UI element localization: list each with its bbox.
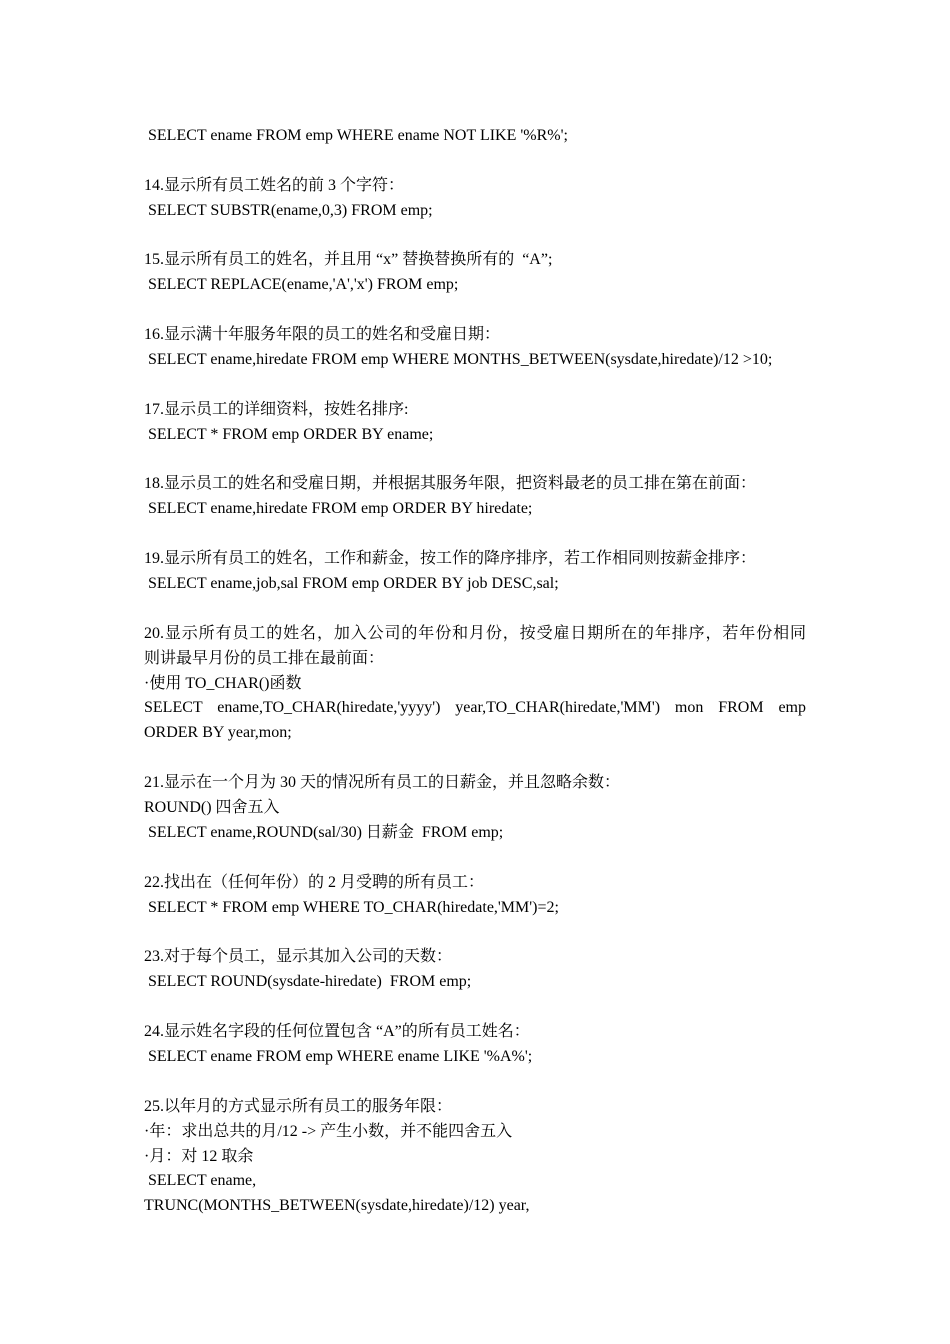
sql-line: SELECT REPLACE(ename,'A','x') FROM emp; <box>144 276 459 294</box>
sql-line: TRUNC(MONTHS_BETWEEN(sysdate,hiredate)/12) year, <box>144 1197 530 1215</box>
text-line: SELECT ename FROM emp WHERE ename NOT LIKE '%R%'; <box>144 127 568 144</box>
question-heading-continued: 则讲最早月份的员工排在最前面： <box>144 649 385 667</box>
sql-line: SELECT ename,ROUND(sal/30) 日薪金 FROM emp; <box>144 823 504 841</box>
sql-line: SELECT ename,hiredate FROM emp WHERE MONTHS_BETWEEN(sysdate,hiredate)/12 >10; <box>144 351 773 369</box>
question-heading: 19.显示所有员工的姓名，工作和薪金，按工作的降序排序，若工作相同则按薪金排序： <box>144 550 757 568</box>
sql-line: SELECT ROUND(sysdate-hiredate) FROM emp; <box>144 973 472 991</box>
document-body <box>144 124 806 1219</box>
blank-line <box>144 373 806 398</box>
blank-line <box>144 746 806 771</box>
bullet-note: ·月：对 12 取余 <box>144 1147 254 1165</box>
blank-line <box>144 298 806 323</box>
blank-line <box>144 522 806 547</box>
blank-line <box>144 224 806 249</box>
blank-line <box>144 995 806 1020</box>
question-heading: 21.显示在一个月为 30 天的情况所有员工的日薪金，并且忽略余数： <box>144 774 621 792</box>
sql-line-continued: ORDER BY year,mon; <box>144 724 292 742</box>
question-heading: 22.找出在（任何年份）的 2 月受聘的所有员工： <box>144 873 485 891</box>
blank-line <box>144 149 806 174</box>
sql-line: SELECT * FROM emp ORDER BY ename; <box>144 425 434 443</box>
question-heading: 20.显示所有员工的姓名，加入公司的年份和月份，按受雇日期所在的年排序，若年份相同 <box>144 624 806 642</box>
question-heading: 15.显示所有员工的姓名，并且用 “x” 替换替换所有的 “A”; <box>144 251 553 269</box>
question-heading: 24.显示姓名字段的任何位置包含 “A”的所有员工姓名： <box>144 1023 530 1041</box>
blank-line <box>144 448 806 473</box>
sql-line: SELECT ename FROM emp WHERE ename LIKE '%A%'; <box>144 1047 533 1065</box>
question-heading: 16.显示满十年服务年限的员工的姓名和受雇日期： <box>144 326 501 344</box>
bullet-note: ·年：求出总共的月/12 -> 产生小数，并不能四舍五入 <box>144 1122 513 1140</box>
note-line: ROUND() 四舍五入 <box>144 799 280 817</box>
sql-line: SELECT ename,hiredate FROM emp ORDER BY hiredate; <box>144 500 533 518</box>
question-heading: 23.对于每个员工，显示其加入公司的天数： <box>144 948 453 966</box>
bullet-note: ·使用 TO_CHAR()函数 <box>144 674 302 692</box>
blank-line <box>144 846 806 871</box>
blank-line <box>144 1070 806 1095</box>
sql-line: SELECT ename,job,sal FROM emp ORDER BY job DESC,sal; <box>144 575 559 593</box>
blank-line <box>144 921 806 946</box>
question-heading: 18.显示员工的姓名和受雇日期，并根据其服务年限，把资料最老的员工排在第在前面： <box>144 475 757 493</box>
sql-line: SELECT * FROM emp WHERE TO_CHAR(hiredate,'MM')=2; <box>144 898 559 916</box>
sql-line: SELECT SUBSTR(ename,0,3) FROM emp; <box>144 201 433 219</box>
blank-line <box>144 597 806 622</box>
sql-line: SELECT ename,TO_CHAR(hiredate,'yyyy') year,TO_CHAR(hiredate,'MM') mon FROM emp <box>144 699 806 717</box>
question-heading: 17.显示员工的详细资料，按姓名排序: <box>144 400 409 418</box>
sql-line: SELECT ename, <box>144 1172 257 1190</box>
question-heading: 14.显示所有员工姓名的前 3 个字符： <box>144 176 405 194</box>
question-heading: 25.以年月的方式显示所有员工的服务年限： <box>144 1097 453 1115</box>
